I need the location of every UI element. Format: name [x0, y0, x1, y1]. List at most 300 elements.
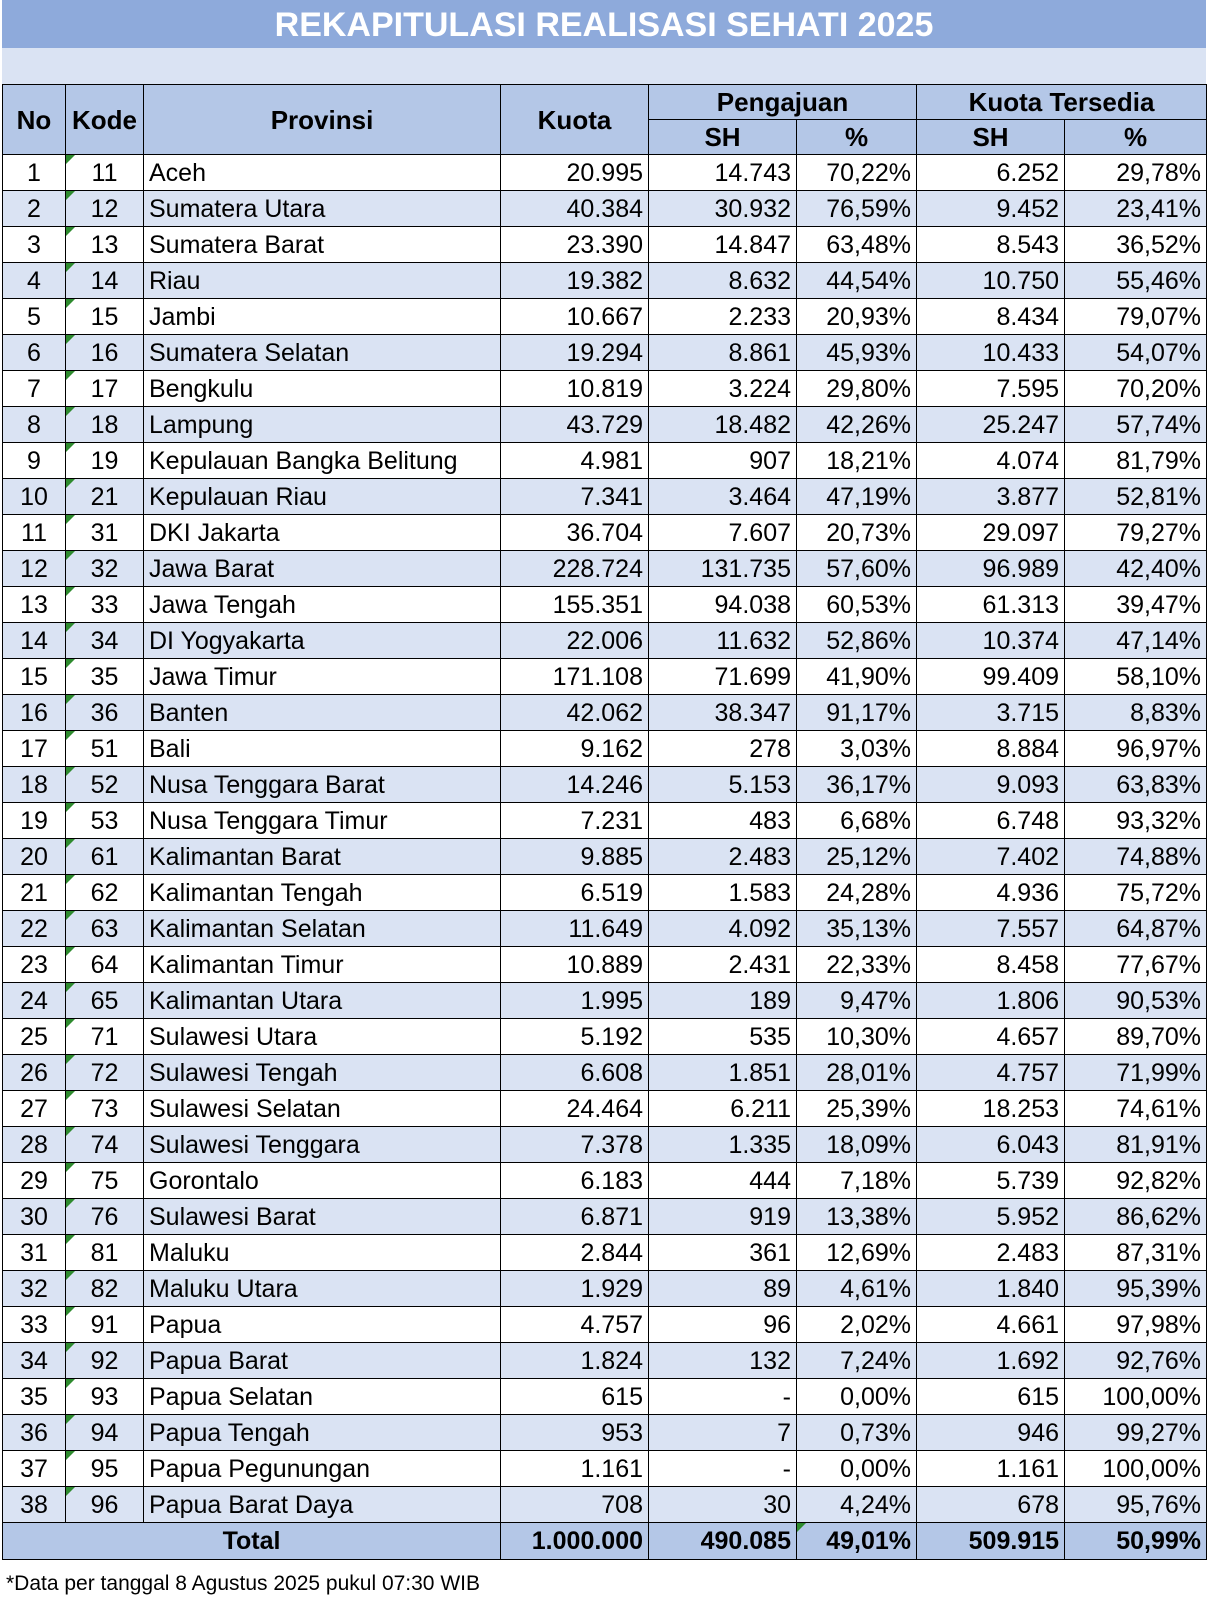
- table-row: [3, 1307, 1207, 1343]
- cell-provinsi: DI Yogyakarta: [144, 623, 501, 659]
- cell-tersedia-sh: 3.877: [917, 479, 1065, 515]
- cell-pengajuan-pct: 2,02%: [797, 1307, 917, 1343]
- cell-no: 17: [3, 731, 66, 767]
- cell-kode: 13: [66, 227, 144, 263]
- cell-pengajuan-sh: 3.464: [649, 479, 797, 515]
- cell-kode: 31: [66, 515, 144, 551]
- cell-pengajuan-sh: 11.632: [649, 623, 797, 659]
- cell-tersedia-sh: 99.409: [917, 659, 1065, 695]
- table-row: [3, 695, 1207, 731]
- cell-no: 16: [3, 695, 66, 731]
- cell-no: 32: [3, 1271, 66, 1307]
- cell-tersedia-sh: 7.557: [917, 911, 1065, 947]
- cell-no: 28: [3, 1127, 66, 1163]
- cell-kode: 61: [66, 839, 144, 875]
- cell-kuota: 1.929: [501, 1271, 649, 1307]
- cell-kuota: 42.062: [501, 695, 649, 731]
- cell-kode: 73: [66, 1091, 144, 1127]
- cell-kuota: 36.704: [501, 515, 649, 551]
- cell-kode: 95: [66, 1451, 144, 1487]
- cell-tersedia-pct: 29,78%: [1065, 155, 1207, 191]
- cell-tersedia-sh: 10.750: [917, 263, 1065, 299]
- cell-tersedia-pct: 81,91%: [1065, 1127, 1207, 1163]
- table-row: [3, 1199, 1207, 1235]
- cell-kode: 71: [66, 1019, 144, 1055]
- cell-tersedia-pct: 74,88%: [1065, 839, 1207, 875]
- cell-no: 33: [3, 1307, 66, 1343]
- cell-tersedia-pct: 57,74%: [1065, 407, 1207, 443]
- cell-tersedia-sh: 4.661: [917, 1307, 1065, 1343]
- cell-pengajuan-sh: 89: [649, 1271, 797, 1307]
- cell-no: 26: [3, 1055, 66, 1091]
- cell-no: 24: [3, 983, 66, 1019]
- cell-tersedia-sh: 9.452: [917, 191, 1065, 227]
- cell-pengajuan-sh: -: [649, 1451, 797, 1487]
- cell-tersedia-sh: 4.657: [917, 1019, 1065, 1055]
- cell-tersedia-pct: 96,97%: [1065, 731, 1207, 767]
- cell-tersedia-pct: 42,40%: [1065, 551, 1207, 587]
- cell-kode: 21: [66, 479, 144, 515]
- cell-kode: 17: [66, 371, 144, 407]
- cell-tersedia-sh: 5.952: [917, 1199, 1065, 1235]
- cell-no: 31: [3, 1235, 66, 1271]
- table-row: [3, 191, 1207, 227]
- cell-pengajuan-pct: 25,39%: [797, 1091, 917, 1127]
- cell-pengajuan-sh: -: [649, 1379, 797, 1415]
- cell-pengajuan-pct: 4,24%: [797, 1487, 917, 1523]
- table-row: [3, 263, 1207, 299]
- cell-pengajuan-pct: 7,24%: [797, 1343, 917, 1379]
- cell-pengajuan-pct: 29,80%: [797, 371, 917, 407]
- header-pengajuan-sh: SH: [649, 120, 797, 155]
- table-row: [3, 335, 1207, 371]
- cell-kode: 18: [66, 407, 144, 443]
- cell-pengajuan-sh: 8.861: [649, 335, 797, 371]
- cell-provinsi: Sulawesi Utara: [144, 1019, 501, 1055]
- cell-pengajuan-pct: 4,61%: [797, 1271, 917, 1307]
- table-row: [3, 947, 1207, 983]
- cell-pengajuan-pct: 0,00%: [797, 1451, 917, 1487]
- cell-tersedia-pct: 39,47%: [1065, 587, 1207, 623]
- cell-no: 13: [3, 587, 66, 623]
- cell-no: 34: [3, 1343, 66, 1379]
- cell-pengajuan-sh: 30.932: [649, 191, 797, 227]
- cell-kode: 94: [66, 1415, 144, 1451]
- cell-pengajuan-pct: 36,17%: [797, 767, 917, 803]
- cell-provinsi: Sulawesi Tengah: [144, 1055, 501, 1091]
- cell-no: 20: [3, 839, 66, 875]
- cell-pengajuan-sh: 7: [649, 1415, 797, 1451]
- cell-tersedia-sh: 96.989: [917, 551, 1065, 587]
- cell-pengajuan-pct: 6,68%: [797, 803, 917, 839]
- cell-no: 37: [3, 1451, 66, 1487]
- cell-kuota: 10.889: [501, 947, 649, 983]
- cell-pengajuan-pct: 13,38%: [797, 1199, 917, 1235]
- cell-provinsi: Bali: [144, 731, 501, 767]
- cell-tersedia-pct: 71,99%: [1065, 1055, 1207, 1091]
- cell-provinsi: Banten: [144, 695, 501, 731]
- cell-pengajuan-sh: 1.851: [649, 1055, 797, 1091]
- cell-tersedia-pct: 90,53%: [1065, 983, 1207, 1019]
- cell-provinsi: Kalimantan Tengah: [144, 875, 501, 911]
- cell-tersedia-sh: 29.097: [917, 515, 1065, 551]
- cell-pengajuan-pct: 45,93%: [797, 335, 917, 371]
- cell-provinsi: Bengkulu: [144, 371, 501, 407]
- cell-pengajuan-pct: 76,59%: [797, 191, 917, 227]
- table-row: [3, 1415, 1207, 1451]
- cell-kuota: 6.608: [501, 1055, 649, 1091]
- cell-tersedia-sh: 678: [917, 1487, 1065, 1523]
- cell-provinsi: Nusa Tenggara Barat: [144, 767, 501, 803]
- table-row: [3, 1091, 1207, 1127]
- cell-kode: 35: [66, 659, 144, 695]
- cell-pengajuan-sh: 5.153: [649, 767, 797, 803]
- cell-tersedia-pct: 52,81%: [1065, 479, 1207, 515]
- cell-pengajuan-pct: 3,03%: [797, 731, 917, 767]
- cell-tersedia-sh: 946: [917, 1415, 1065, 1451]
- cell-kuota: 10.667: [501, 299, 649, 335]
- cell-pengajuan-pct: 91,17%: [797, 695, 917, 731]
- cell-tersedia-sh: 61.313: [917, 587, 1065, 623]
- cell-pengajuan-pct: 28,01%: [797, 1055, 917, 1091]
- cell-kode: 62: [66, 875, 144, 911]
- cell-tersedia-pct: 93,32%: [1065, 803, 1207, 839]
- cell-pengajuan-sh: 1.583: [649, 875, 797, 911]
- cell-kuota: 2.844: [501, 1235, 649, 1271]
- cell-pengajuan-sh: 38.347: [649, 695, 797, 731]
- cell-tersedia-pct: 63,83%: [1065, 767, 1207, 803]
- cell-pengajuan-sh: 278: [649, 731, 797, 767]
- cell-pengajuan-sh: 14.847: [649, 227, 797, 263]
- cell-tersedia-pct: 100,00%: [1065, 1379, 1207, 1415]
- cell-tersedia-pct: 100,00%: [1065, 1451, 1207, 1487]
- cell-pengajuan-sh: 4.092: [649, 911, 797, 947]
- cell-kuota: 1.995: [501, 983, 649, 1019]
- cell-kode: 76: [66, 1199, 144, 1235]
- cell-no: 3: [3, 227, 66, 263]
- cell-no: 21: [3, 875, 66, 911]
- cell-kode: 96: [66, 1487, 144, 1523]
- cell-tersedia-sh: 7.402: [917, 839, 1065, 875]
- table-body: [3, 155, 1207, 1523]
- cell-pengajuan-pct: 9,47%: [797, 983, 917, 1019]
- header-no: No: [3, 85, 66, 155]
- header-kuota-tersedia: Kuota Tersedia: [917, 85, 1207, 120]
- table-row: [3, 659, 1207, 695]
- cell-no: 2: [3, 191, 66, 227]
- cell-kode: 32: [66, 551, 144, 587]
- cell-tersedia-pct: 23,41%: [1065, 191, 1207, 227]
- cell-provinsi: Papua Barat Daya: [144, 1487, 501, 1523]
- cell-tersedia-sh: 8.543: [917, 227, 1065, 263]
- cell-pengajuan-sh: 1.335: [649, 1127, 797, 1163]
- cell-tersedia-pct: 95,76%: [1065, 1487, 1207, 1523]
- cell-kode: 65: [66, 983, 144, 1019]
- table-row: [3, 443, 1207, 479]
- cell-no: 29: [3, 1163, 66, 1199]
- cell-provinsi: Papua: [144, 1307, 501, 1343]
- cell-provinsi: Jawa Tengah: [144, 587, 501, 623]
- cell-tersedia-sh: 6.043: [917, 1127, 1065, 1163]
- total-tersedia-pct: 50,99%: [1065, 1523, 1207, 1560]
- header-provinsi: Provinsi: [144, 85, 501, 155]
- cell-kuota: 5.192: [501, 1019, 649, 1055]
- cell-pengajuan-sh: 907: [649, 443, 797, 479]
- cell-tersedia-pct: 54,07%: [1065, 335, 1207, 371]
- cell-kuota: 615: [501, 1379, 649, 1415]
- cell-pengajuan-pct: 0,00%: [797, 1379, 917, 1415]
- cell-kode: 72: [66, 1055, 144, 1091]
- cell-tersedia-sh: 10.433: [917, 335, 1065, 371]
- cell-tersedia-pct: 81,79%: [1065, 443, 1207, 479]
- cell-pengajuan-sh: 189: [649, 983, 797, 1019]
- cell-pengajuan-sh: 71.699: [649, 659, 797, 695]
- table-row: [3, 371, 1207, 407]
- cell-kode: 36: [66, 695, 144, 731]
- table-row: [3, 839, 1207, 875]
- cell-pengajuan-pct: 10,30%: [797, 1019, 917, 1055]
- cell-kode: 51: [66, 731, 144, 767]
- total-kuota: 1.000.000: [501, 1523, 649, 1560]
- cell-no: 36: [3, 1415, 66, 1451]
- cell-tersedia-sh: 3.715: [917, 695, 1065, 731]
- cell-provinsi: Riau: [144, 263, 501, 299]
- cell-tersedia-sh: 7.595: [917, 371, 1065, 407]
- cell-no: 5: [3, 299, 66, 335]
- cell-tersedia-sh: 1.161: [917, 1451, 1065, 1487]
- cell-pengajuan-sh: 444: [649, 1163, 797, 1199]
- cell-kode: 14: [66, 263, 144, 299]
- cell-pengajuan-pct: 12,69%: [797, 1235, 917, 1271]
- total-pengajuan-sh: 490.085: [649, 1523, 797, 1560]
- table-row: [3, 587, 1207, 623]
- cell-no: 38: [3, 1487, 66, 1523]
- cell-kuota: 171.108: [501, 659, 649, 695]
- cell-kode: 33: [66, 587, 144, 623]
- table-row: [3, 875, 1207, 911]
- cell-kode: 16: [66, 335, 144, 371]
- cell-pengajuan-sh: 18.482: [649, 407, 797, 443]
- cell-pengajuan-sh: 7.607: [649, 515, 797, 551]
- cell-pengajuan-pct: 20,73%: [797, 515, 917, 551]
- table-row: [3, 911, 1207, 947]
- header-tersedia-pct: %: [1065, 120, 1207, 155]
- cell-kuota: 11.649: [501, 911, 649, 947]
- cell-tersedia-pct: 36,52%: [1065, 227, 1207, 263]
- cell-pengajuan-pct: 24,28%: [797, 875, 917, 911]
- header-pengajuan-pct: %: [797, 120, 917, 155]
- table-row: [3, 299, 1207, 335]
- cell-tersedia-sh: 4.074: [917, 443, 1065, 479]
- cell-tersedia-sh: 6.252: [917, 155, 1065, 191]
- cell-pengajuan-pct: 18,21%: [797, 443, 917, 479]
- cell-pengajuan-sh: 30: [649, 1487, 797, 1523]
- table-row: [3, 551, 1207, 587]
- cell-pengajuan-pct: 18,09%: [797, 1127, 917, 1163]
- header-kode: Kode: [66, 85, 144, 155]
- cell-pengajuan-pct: 42,26%: [797, 407, 917, 443]
- cell-tersedia-pct: 74,61%: [1065, 1091, 1207, 1127]
- cell-provinsi: Aceh: [144, 155, 501, 191]
- cell-pengajuan-sh: 96: [649, 1307, 797, 1343]
- cell-tersedia-sh: 9.093: [917, 767, 1065, 803]
- cell-tersedia-sh: 4.936: [917, 875, 1065, 911]
- cell-no: 19: [3, 803, 66, 839]
- cell-pengajuan-pct: 70,22%: [797, 155, 917, 191]
- cell-no: 25: [3, 1019, 66, 1055]
- cell-tersedia-sh: 1.840: [917, 1271, 1065, 1307]
- title-spacer-band: [2, 48, 1206, 84]
- cell-kuota: 7.341: [501, 479, 649, 515]
- cell-provinsi: Maluku Utara: [144, 1271, 501, 1307]
- cell-pengajuan-sh: 535: [649, 1019, 797, 1055]
- cell-kuota: 953: [501, 1415, 649, 1451]
- cell-kode: 74: [66, 1127, 144, 1163]
- cell-pengajuan-sh: 131.735: [649, 551, 797, 587]
- cell-pengajuan-sh: 2.431: [649, 947, 797, 983]
- cell-no: 23: [3, 947, 66, 983]
- cell-tersedia-sh: 10.374: [917, 623, 1065, 659]
- cell-kode: 19: [66, 443, 144, 479]
- cell-tersedia-sh: 8.434: [917, 299, 1065, 335]
- cell-provinsi: Sumatera Barat: [144, 227, 501, 263]
- cell-provinsi: Jawa Timur: [144, 659, 501, 695]
- total-row: [3, 1523, 1207, 1560]
- cell-no: 30: [3, 1199, 66, 1235]
- cell-pengajuan-pct: 35,13%: [797, 911, 917, 947]
- cell-no: 12: [3, 551, 66, 587]
- cell-pengajuan-pct: 57,60%: [797, 551, 917, 587]
- cell-kuota: 6.871: [501, 1199, 649, 1235]
- cell-tersedia-pct: 77,67%: [1065, 947, 1207, 983]
- cell-kode: 11: [66, 155, 144, 191]
- table-row: [3, 623, 1207, 659]
- cell-no: 35: [3, 1379, 66, 1415]
- cell-no: 22: [3, 911, 66, 947]
- cell-tersedia-sh: 2.483: [917, 1235, 1065, 1271]
- cell-provinsi: Papua Selatan: [144, 1379, 501, 1415]
- cell-no: 1: [3, 155, 66, 191]
- cell-pengajuan-sh: 8.632: [649, 263, 797, 299]
- cell-kuota: 23.390: [501, 227, 649, 263]
- cell-provinsi: Kalimantan Barat: [144, 839, 501, 875]
- table-row: [3, 767, 1207, 803]
- cell-kuota: 19.294: [501, 335, 649, 371]
- cell-pengajuan-sh: 2.233: [649, 299, 797, 335]
- cell-pengajuan-pct: 25,12%: [797, 839, 917, 875]
- cell-pengajuan-pct: 41,90%: [797, 659, 917, 695]
- cell-no: 14: [3, 623, 66, 659]
- cell-kuota: 6.519: [501, 875, 649, 911]
- cell-pengajuan-pct: 44,54%: [797, 263, 917, 299]
- cell-pengajuan-sh: 94.038: [649, 587, 797, 623]
- cell-pengajuan-sh: 483: [649, 803, 797, 839]
- cell-provinsi: Gorontalo: [144, 1163, 501, 1199]
- cell-provinsi: Sulawesi Barat: [144, 1199, 501, 1235]
- cell-pengajuan-pct: 0,73%: [797, 1415, 917, 1451]
- cell-pengajuan-sh: 14.743: [649, 155, 797, 191]
- cell-tersedia-pct: 97,98%: [1065, 1307, 1207, 1343]
- rekap-table: [2, 84, 1207, 1560]
- cell-kode: 92: [66, 1343, 144, 1379]
- cell-tersedia-pct: 89,70%: [1065, 1019, 1207, 1055]
- cell-kuota: 10.819: [501, 371, 649, 407]
- header-pengajuan: Pengajuan: [649, 85, 917, 120]
- cell-no: 10: [3, 479, 66, 515]
- cell-kuota: 6.183: [501, 1163, 649, 1199]
- cell-pengajuan-sh: 919: [649, 1199, 797, 1235]
- table-row: [3, 479, 1207, 515]
- cell-kode: 81: [66, 1235, 144, 1271]
- cell-pengajuan-pct: 63,48%: [797, 227, 917, 263]
- cell-kode: 15: [66, 299, 144, 335]
- table-row: [3, 1451, 1207, 1487]
- table-row: [3, 983, 1207, 1019]
- cell-tersedia-pct: 79,27%: [1065, 515, 1207, 551]
- cell-provinsi: Maluku: [144, 1235, 501, 1271]
- cell-kuota: 40.384: [501, 191, 649, 227]
- table-row: [3, 1271, 1207, 1307]
- cell-kuota: 155.351: [501, 587, 649, 623]
- cell-no: 18: [3, 767, 66, 803]
- cell-kode: 52: [66, 767, 144, 803]
- cell-pengajuan-pct: 52,86%: [797, 623, 917, 659]
- cell-tersedia-pct: 47,14%: [1065, 623, 1207, 659]
- cell-kode: 75: [66, 1163, 144, 1199]
- table-row: [3, 731, 1207, 767]
- cell-pengajuan-pct: 7,18%: [797, 1163, 917, 1199]
- footnote: *Data per tanggal 8 Agustus 2025 pukul 07:30 WIB: [6, 1572, 480, 1595]
- table-row: [3, 803, 1207, 839]
- cell-kuota: 7.231: [501, 803, 649, 839]
- table-row: [3, 515, 1207, 551]
- cell-provinsi: Sulawesi Tenggara: [144, 1127, 501, 1163]
- cell-provinsi: Lampung: [144, 407, 501, 443]
- table-row: [3, 1487, 1207, 1523]
- cell-provinsi: Papua Barat: [144, 1343, 501, 1379]
- cell-kuota: 22.006: [501, 623, 649, 659]
- cell-kuota: 1.824: [501, 1343, 649, 1379]
- cell-no: 15: [3, 659, 66, 695]
- cell-provinsi: Kalimantan Selatan: [144, 911, 501, 947]
- table-row: [3, 1163, 1207, 1199]
- cell-tersedia-sh: 8.884: [917, 731, 1065, 767]
- cell-tersedia-pct: 92,76%: [1065, 1343, 1207, 1379]
- cell-tersedia-pct: 99,27%: [1065, 1415, 1207, 1451]
- cell-provinsi: DKI Jakarta: [144, 515, 501, 551]
- cell-pengajuan-pct: 20,93%: [797, 299, 917, 335]
- cell-kuota: 20.995: [501, 155, 649, 191]
- total-pengajuan-pct: 49,01%: [797, 1523, 917, 1560]
- cell-pengajuan-sh: 6.211: [649, 1091, 797, 1127]
- cell-kode: 64: [66, 947, 144, 983]
- cell-tersedia-pct: 92,82%: [1065, 1163, 1207, 1199]
- cell-provinsi: Kepulauan Bangka Belitung: [144, 443, 501, 479]
- table-row: [3, 407, 1207, 443]
- cell-kuota: 4.757: [501, 1307, 649, 1343]
- cell-tersedia-pct: 70,20%: [1065, 371, 1207, 407]
- table-row: [3, 1235, 1207, 1271]
- cell-kode: 93: [66, 1379, 144, 1415]
- cell-tersedia-sh: 4.757: [917, 1055, 1065, 1091]
- cell-provinsi: Sumatera Utara: [144, 191, 501, 227]
- cell-kuota: 7.378: [501, 1127, 649, 1163]
- cell-tersedia-sh: 5.739: [917, 1163, 1065, 1199]
- cell-kuota: 4.981: [501, 443, 649, 479]
- cell-no: 9: [3, 443, 66, 479]
- total-tersedia-sh: 509.915: [917, 1523, 1065, 1560]
- cell-kuota: 9.162: [501, 731, 649, 767]
